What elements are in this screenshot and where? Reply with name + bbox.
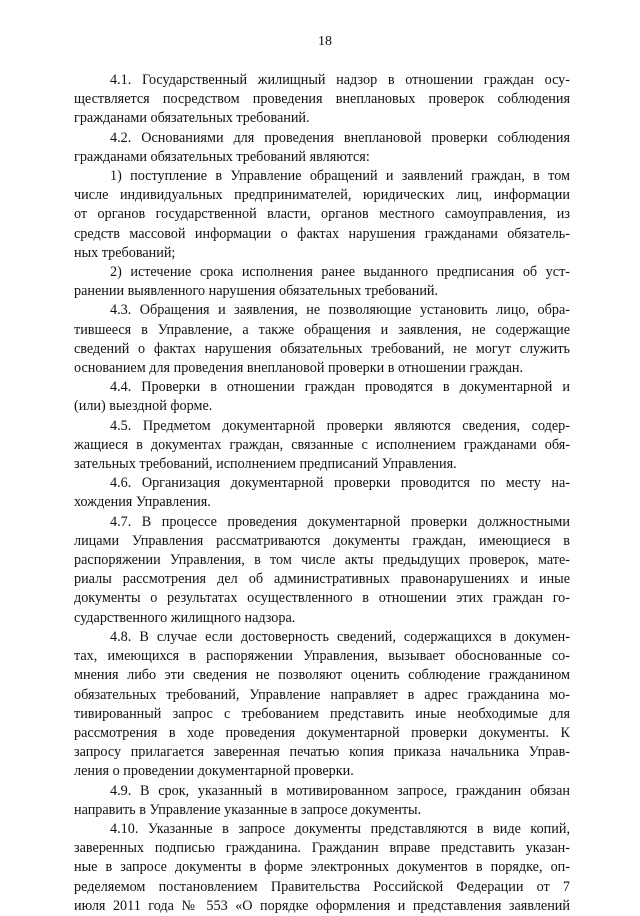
text-line: (или) выездной форме. xyxy=(74,398,213,415)
text-line: июля 2011 года № 553 «О порядке оформления и представления заявлений xyxy=(74,897,570,914)
text-line: ных требований; xyxy=(74,244,176,261)
text-line: зательных требований, исполнением предписаний Управления. xyxy=(74,456,457,473)
text-line: основанием для проведения внеплановой проверки в отношении граждан. xyxy=(74,360,524,377)
paragraph xyxy=(74,782,570,820)
text-line: рассмотрения в ходе проведения документарной проверки документы. К xyxy=(74,724,570,741)
text-line: тах, имеющихся в распоряжении Управления, вызывает обоснованные со- xyxy=(74,648,570,665)
paragraph xyxy=(74,301,570,378)
text-line: направить в Управление указанные в запросе документы. xyxy=(74,801,422,818)
paragraph xyxy=(74,513,570,628)
text-line: 4.3. Обращения и заявления, не позволяющие установить лицо, обра- xyxy=(110,302,570,319)
paragraph xyxy=(74,378,570,416)
text-line: сударственного жилищного надзора. xyxy=(74,609,296,626)
paragraph xyxy=(74,167,570,263)
text-line: запросу прилагается заверенная печатью копия приказа начальника Управ- xyxy=(74,744,570,761)
paragraph xyxy=(74,129,570,167)
document-body xyxy=(74,71,570,916)
page-number: 18 xyxy=(318,34,332,49)
text-line: 4.5. Предметом документарной проверки являются сведения, содер- xyxy=(110,417,570,434)
text-line: от органов государственной власти, органов местного самоуправления, из xyxy=(74,206,570,223)
text-line: средств массовой информации о фактах нарушения гражданами обязатель- xyxy=(74,225,570,242)
text-line: заверенных подписью гражданина. Гражданин вправе представить указан- xyxy=(74,840,570,857)
text-line: риалы рассмотрения дел об административных правонарушениях и иные xyxy=(74,571,570,588)
text-line: жащиеся в документах граждан, связанные с исполнением гражданами обя- xyxy=(74,436,570,453)
text-line: сведений о фактах нарушения обязательных требований, не могут служить xyxy=(74,340,570,357)
text-line: лицами Управления рассматриваются документы граждан, имеющиеся в xyxy=(74,532,570,549)
text-line: 4.4. Проверки в отношении граждан проводятся в документарной и xyxy=(110,379,570,396)
text-line: ранении выявленного нарушения обязательных требований. xyxy=(74,283,439,300)
paragraph xyxy=(74,71,570,129)
text-line: тившееся в Управление, а также обращения и заявления, не содержащие xyxy=(74,321,570,338)
text-line: 4.10. Указанные в запросе документы представляются в виде копий, xyxy=(110,820,570,837)
text-line: числе индивидуальных предпринимателей, юридических лиц, информации xyxy=(74,187,570,204)
paragraph xyxy=(74,263,570,301)
text-line: 4.1. Государственный жилищный надзор в отношении граждан осу- xyxy=(110,72,570,88)
text-line: обязательных требований, Управление направляет в адрес гражданина мо- xyxy=(74,686,570,703)
text-line: документы о результатах осуществленного в отношении этих граждан го- xyxy=(74,590,570,607)
paragraph xyxy=(74,417,570,475)
text-line: распоряжении Управления, в том числе акты предыдущих проверок, мате- xyxy=(74,552,570,569)
text-line: 4.9. В срок, указанный в мотивированном запросе, гражданин обязан xyxy=(110,782,570,799)
text-line: ления о проведении документарной проверки. xyxy=(74,763,354,780)
text-line: 2) истечение срока исполнения ранее выданного предписания об уст- xyxy=(110,264,570,281)
document-page xyxy=(74,32,570,916)
text-line: 4.8. В случае если достоверность сведений, содержащихся в докумен- xyxy=(110,628,570,645)
text-line: ные в запросе документы в форме электронных документов в порядке, оп- xyxy=(74,859,570,876)
text-line: 4.2. Основаниями для проведения внеплановой проверки соблюдения xyxy=(110,129,570,146)
text-line: мнения либо эти сведения не позволяют оценить соблюдение гражданином xyxy=(74,667,570,684)
text-line: 4.6. Организация документарной проверки проводится по месту на- xyxy=(110,475,570,492)
paragraph xyxy=(74,820,570,916)
text-line: 1) поступление в Управление обращений и заявлений граждан, в том xyxy=(110,168,570,185)
text-line: тивированный запрос с требованием представить иные необходимые для xyxy=(74,705,570,722)
text-line: хождения Управления. xyxy=(74,494,211,511)
paragraph xyxy=(74,474,570,512)
text-line: ществляется посредством проведения внеплановых проверок соблюдения xyxy=(74,91,570,108)
text-line: 4.7. В процессе проведения документарной проверки должностными xyxy=(110,513,570,530)
paragraph xyxy=(74,628,570,782)
text-line: гражданами обязательных требований являются: xyxy=(74,148,370,165)
text-line: гражданами обязательных требований. xyxy=(74,110,310,127)
text-line: ределяемом постановлением Правительства Российской Федерации от 7 xyxy=(74,878,570,895)
